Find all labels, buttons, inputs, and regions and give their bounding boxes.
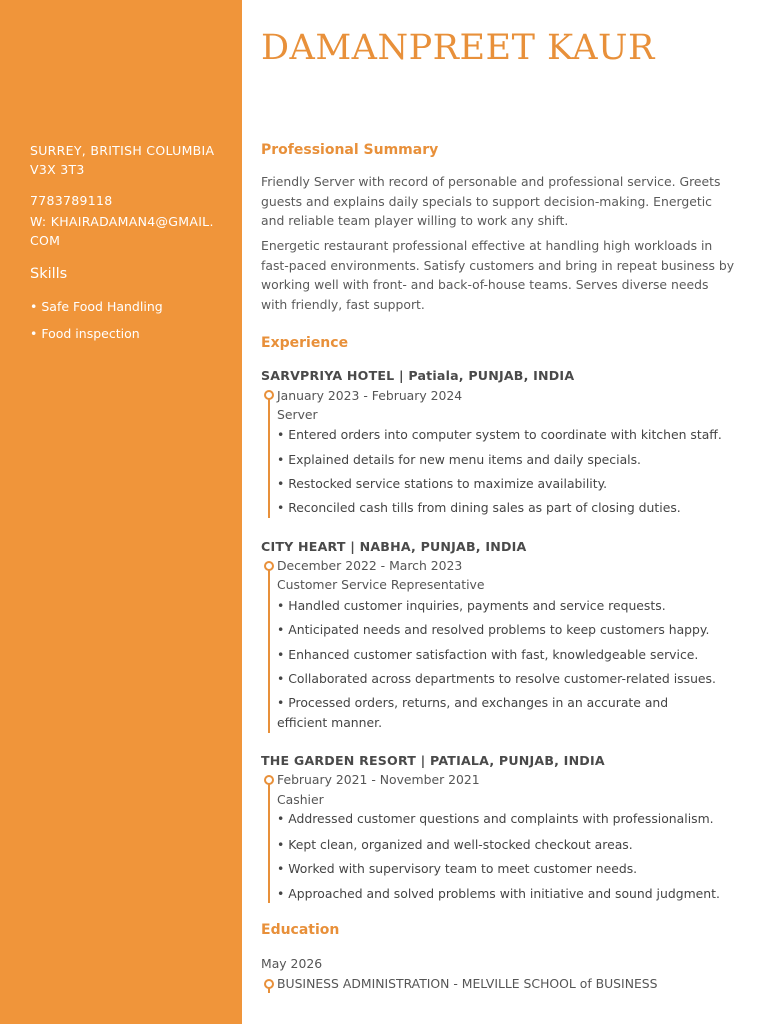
timeline-line [268, 394, 270, 518]
job-bullet: • Entered orders into computer system to coordinate with kitchen staff. [277, 427, 722, 442]
timeline-line [268, 779, 270, 903]
job-bullet: • Explained details for new menu items and daily specials. [277, 452, 641, 467]
candidate-name: DAMANPREET KAUR [261, 28, 655, 68]
job-bullet: • Addressed customer questions and complaints with professionalism. [277, 811, 714, 826]
job-heading: SARVPRIYA HOTEL | Patiala, PUNJAB, INDIA [261, 368, 575, 383]
timeline-line [268, 565, 270, 733]
job-heading: THE GARDEN RESORT | PATIALA, PUNJAB, INDIA [261, 753, 605, 768]
timeline-dot [264, 561, 274, 571]
job-bullet: • Reconciled cash tills from dining sales as part of closing duties. [277, 500, 681, 515]
phone: 7783789118 [30, 193, 113, 208]
email: W: KHAIRADAMAN4@GMAIL.COM [30, 214, 214, 248]
skill-item: • Safe Food Handling [30, 299, 163, 314]
job-dates: February 2021 - November 2021 [277, 772, 480, 787]
job-dates: December 2022 - March 2023 [277, 558, 463, 573]
job-bullet: • Collaborated across departments to resolve customer-related issues. [277, 671, 716, 686]
job-dates: January 2023 - February 2024 [277, 388, 463, 403]
education-degree: BUSINESS ADMINISTRATION - MELVILLE SCHOOL of BUSINESS [277, 976, 658, 991]
timeline-dot [264, 979, 274, 989]
address: SURREY, BRITISH COLUMBIA V3X 3T3 [30, 143, 215, 177]
job-bullet: • Approached and solved problems with initiative and sound judgment. [277, 886, 720, 901]
timeline-dot [264, 775, 274, 785]
job-bullet: • Kept clean, organized and well-stocked checkout areas. [277, 837, 633, 852]
job-role: Cashier [277, 792, 324, 807]
sidebar [0, 0, 242, 1024]
education-date: May 2026 [261, 956, 323, 971]
summary-paragraph: Energetic restaurant professional effective at handling high workloads in fast-paced environments. Satisfy customers and bring in repeat business by working well with front- and back-of-house teams. Serves diverse needs with friendly, fast support. [261, 238, 735, 312]
job-bullet: • Anticipated needs and resolved problems to keep customers happy. [277, 622, 710, 637]
skills-heading: Skills [30, 266, 68, 282]
job-bullet: • Worked with supervisory team to meet customer needs. [277, 861, 638, 876]
job-role: Customer Service Representative [277, 577, 485, 592]
summary-title: Professional Summary [261, 142, 439, 158]
job-bullet: • Restocked service stations to maximize availability. [277, 476, 608, 491]
experience-title: Experience [261, 335, 349, 351]
timeline-dot [264, 390, 274, 400]
education-title: Education [261, 922, 340, 938]
job-role: Server [277, 407, 318, 422]
summary-paragraph: Friendly Server with record of personable and professional service. Greets guests and explains daily specials to support decision-making. Energetic and reliable team player willing to work any shift. [261, 174, 721, 228]
job-heading: CITY HEART | NABHA, PUNJAB, INDIA [261, 539, 527, 554]
skill-item: • Food inspection [30, 326, 140, 341]
job-bullet: • Enhanced customer satisfaction with fast, knowledgeable service. [277, 647, 699, 662]
job-bullet: • Processed orders, returns, and exchanges in an accurate and efficient manner. [277, 695, 669, 730]
job-bullet: • Handled customer inquiries, payments and service requests. [277, 598, 666, 613]
